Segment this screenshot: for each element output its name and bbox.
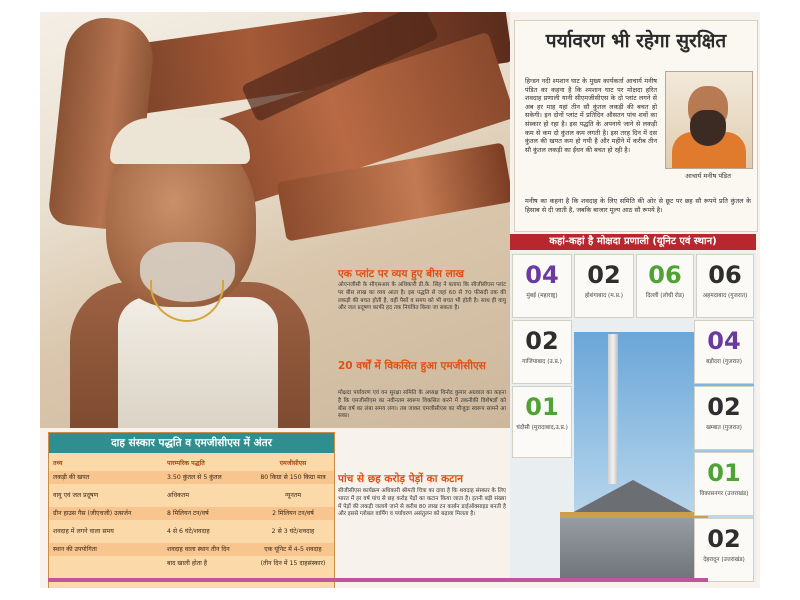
photo-caption: आचार्य मनीष पंडित [685,172,731,180]
location-cell [694,452,754,516]
location-cell [512,254,572,318]
unit-count: 01 [707,459,741,487]
table-cell: स्थान की उपयोगिता [53,546,97,553]
article-title: पर्यावरण भी रहेगा सुरक्षित [545,30,727,52]
article-body-continued: मनीष का कहना है कि शवदाह के लिए समिति की ओर से छूट पर छह सौ रूपये प्रति कुंतल के हिसाब से दी जाती है, जबकि बाजार मूल्य आठ सौ रूपये है। [525,197,751,214]
column-header: तथ्य [53,460,63,467]
unit-count: 06 [648,261,682,289]
table-cell: अधिकतम [167,492,190,499]
location-label: होशंगाबाद (म.प्र.) [585,293,623,299]
table-cell: 80 किग्रा से 150 किग्रा मात्र [260,474,326,481]
table-cell: ग्रीन हाउस गैस (जीएचजी) उत्सर्जन [53,510,132,517]
table-cell: वायु एवं जल प्रदूषण [53,492,99,499]
pundit-photo [665,71,753,169]
table-cell: 2 से 3 घंटे/शवदाह [271,528,315,535]
table-cell: लकड़ी की खपत [53,474,90,481]
crematorium-building [560,512,708,580]
location-cell [694,386,754,450]
table-cell: (तीन दिन में 15 दाहसंस्कार) [260,560,326,567]
unit-count: 04 [707,327,741,355]
pundit-beard [690,110,726,146]
location-cell [636,254,694,318]
subheading-cost: एक प्लांट पर व्यय हुए बीस लाख [338,268,465,280]
subheading-trees: पांच से छह करोड़ पेड़ों का कटान [338,473,464,485]
column-header: पारम्परिक पद्धति [167,460,205,467]
article-body: हिन्डन नदी श्मशान घाट के मुख्य कार्यकर्ता आचार्य मनीष पंडित का कहना है कि श्मशान घाट पर मोक्षदा हरित शवदाह प्रणाली यानी सीएमजीसीएस के दो प्लांट लगने से अब हर माह यहां तीन सौ कुंतल लकड़ी की बचत हो सकेगी। इन दोनों प्लांट में प्रतिदिन औसतन पांच शवों का संस्कार हो रहा है। इस पद्धति के अपनाये जाने से लकड़ी कम से कम दो कुंतल कम लगती है। इस तरह दिन में दस कुंतल की खपत कम हो गयी है और महीने में करीब तीन सौ कुंतल लकड़ी का ईंधन की बचत हो रही है। [525,77,657,154]
location-cell [512,386,572,458]
table-cell: शवदाह में लगने वाला समय [53,528,114,535]
building-stripe [560,512,708,518]
table-row [49,471,334,484]
table-cell: एक यूनिट में 4-5 शवदाह [264,546,322,553]
chimney [608,334,618,484]
location-cell [696,254,754,318]
table-row [49,525,334,538]
newspaper-page [40,12,760,588]
header-article [514,20,758,232]
table-row [49,557,334,570]
table-header-row [49,457,334,470]
locations-title: कहां-कहां है मोक्षदा प्रणाली (यूनिट एवं स्थान) [510,234,756,250]
location-cell [574,254,634,318]
table-cell: 3.50 कुंतल से 5 कुंतल [167,474,222,481]
table-title: दाह संस्कार पद्धति व एमजीसीएस में अंतर [49,433,334,453]
location-cell [694,518,754,582]
table-cell: बाद खाली होता है [167,560,208,567]
footer-divider [48,578,708,582]
unit-count: 06 [708,261,742,289]
location-label: विकासनगर (उत्तराखंड) [699,491,749,497]
table-cell: 4 से 6 घंटे/शवदाह [167,528,210,535]
unit-count: 02 [525,327,559,355]
paragraph-development: मोक्षदा पर्यावरण एवं वन सुरक्षा समिति के अध्यक्ष विनोद कुमार अग्रवाल का कहना है कि एमजीसीएस का नवीनतम स्वरूप विकसित करने में तकनीकी विशेषज्ञों को बीस वर्ष का लंबा समय लगा। तब जाकर एमजीसीएस का मौजूदा स्वरूप सामने आ सका। [338,390,506,420]
table-cell: 8 मिलियन टन/वर्ष [167,510,209,517]
table-cell: 2 मिलियन टन/वर्ष [272,510,314,517]
location-label: खम्बात (गुजरात) [706,425,742,431]
table-row [49,507,334,520]
location-label: मुंबई (महाराष्ट्र) [526,293,558,299]
subheading-development: 20 वर्षों में विकसित हुआ एमजीसीएस [338,360,486,372]
unit-count: 02 [707,393,741,421]
location-label: चंदौसी (मुरादाबाद,उ.प्र.) [516,425,568,431]
unit-count: 01 [525,393,559,421]
table-row [49,543,334,556]
paragraph-trees: सीजीसीएस कार्यक्रम अधिकारी श्रीमती चित्रा का दावा है कि शवदाह संस्कार के लिए भारत में हर वर्ष पांच से छह करोड़ पेड़ों का कटान किया जाता है। इतनी बड़ी संख्या में पेड़ों की लकड़ी जलाये जाने से करीब 80 लाख टन कार्बन डाईऑक्साइड बनती है और इससे ग्लोबल वार्मिंग व पर्यावरण असंतुलन को बढ़ावा मिलता है। [338,488,506,518]
location-cell [512,320,572,384]
paragraph-cost: ओएनजीसी के सीएसआर के अधिकारी डी.के. सिंह ने बताया कि सीजीसीएस प्लांट पर बीस लाख का व्यय आता है। इस पद्धति से जहां 60 से 70 फीसदी तक की लकड़ी की बचत होती है, वहीं पैसों व समय को भी बचत भी होती है। साथ ही वायु और जल प्रदूषण काफी हद तक नियंत्रित किया जा सकता है। [338,282,506,312]
unit-count: 02 [587,261,621,289]
table-cell: शवदाह वाला स्थान तीन दिन [167,546,230,553]
comparison-table [48,432,335,588]
location-label: बड़ौदरा (गुजरात) [706,359,742,365]
location-label: दिल्ली (लोधी रोड) [645,293,685,299]
table-cell: न्यूनतम [284,492,302,499]
head-cloth [110,118,250,164]
unit-count: 04 [525,261,559,289]
location-label: गाजियाबाद (उ.प्र.) [522,359,562,365]
unit-count: 02 [707,525,741,553]
table-row [49,489,334,502]
location-label: अहमदाबाद (गुजरात) [702,293,748,299]
location-label: देहरादून (उत्तराखंड) [703,557,745,563]
column-header: एमजीसीएस [279,460,307,467]
location-cell [694,320,754,384]
